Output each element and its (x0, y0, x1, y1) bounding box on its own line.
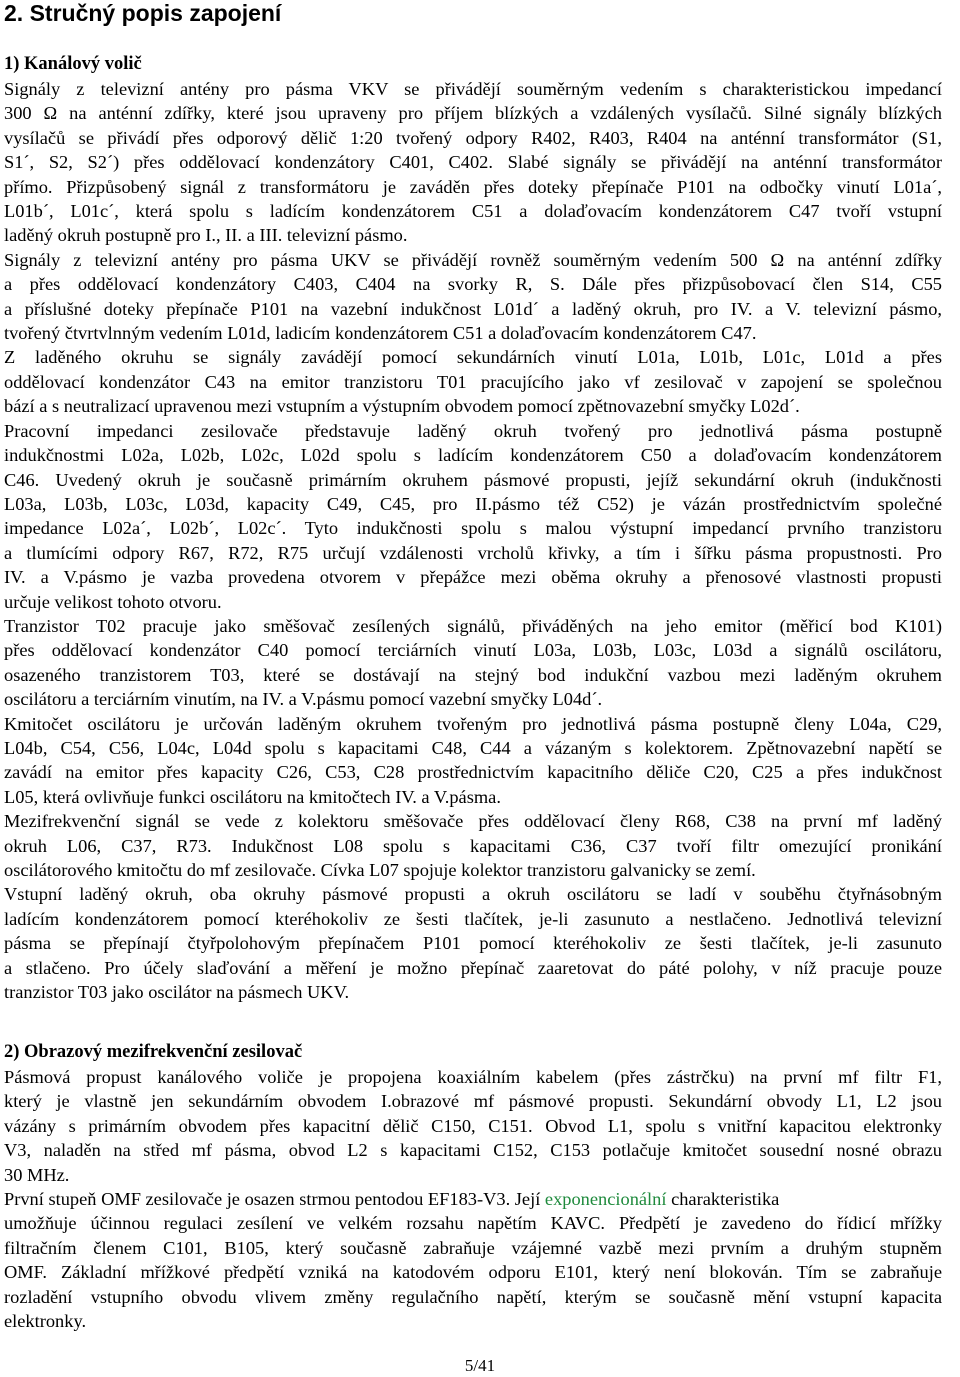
text-line: OMF. Základní mřížkové předpětí vzniká na katodovém odporu E101, který není blokován. Tím se zabraňuje (4, 1262, 942, 1283)
text-line: a stlačeno. Pro účely slaďování a měření je možno přepínač zaaretovat do páté polohy, v níž pracuje pouze (4, 957, 942, 978)
text-line: pásma se přepínají čtyřpolohovým přepínačem P101 pomocí kteréhokoliv ze šesti tlačítek, je-li zasunuto (4, 933, 942, 954)
subsection-heading-1: 1) Kanálový volič (4, 54, 142, 74)
text-line: přes oddělovací kondenzátor C40 pomocí terciárních vinutí L03a, L03b, L03c, L03d a signálů oscilátoru, (4, 640, 942, 661)
text-fragment: První stupeň OMF zesilovače je osazen strmou pentodou EF183-V3. Její (4, 1189, 545, 1210)
text-line: přímo. Přizpůsobený signál z transformátoru je zaváděn přes doteky přepínače P101 na odbočky vinutí L01a´, (4, 176, 942, 197)
text-line: tvořený čtvrtvlnným vedením L01d, ladicím kondenzátorem C51 a dolaďovacím kondenzátorem C47. (4, 323, 757, 344)
text-line: L05, která ovlivňuje funkci oscilátoru na kmitočtech IV. a V.pásma. (4, 786, 501, 807)
text-line: ladícím kondenzátorem pomocí kteréhokoliv ze šesti tlačítek, je-li zasunuto a nestlačeno. Jednotlivá televizní (4, 908, 942, 929)
text-line: umožňuje účinnou regulaci zesílení ve velkém rozsahu napětím KAVC. Předpětí je zavedeno do řídicí mřížky (4, 1213, 942, 1234)
text-line: elektronky. (4, 1311, 87, 1332)
text-line: 30 MHz. (4, 1164, 70, 1185)
section-heading: 2. Stručný popis zapojení (4, 0, 282, 26)
text-line: osazeného tranzistorem T03, které se dostávají na stejný bod indukční vazbou mezi laděným okruhem (4, 664, 942, 685)
text-line: Z laděného okruhu se signály zavádějí pomocí sekundárních vinutí L01a, L01b, L01c, L01d a přes (4, 347, 942, 368)
text-line: rozladění vstupního obvodu vlivem změny regulačního napětí, kterým se současně mění vstupní kapacita (4, 1286, 942, 1307)
text-line: Pásmová propust kanálového voliče je propojena koaxiálním kabelem (přes zástrčku) na první mf filtr F1, (4, 1067, 942, 1087)
text-line (4, 1187, 942, 1211)
text-line: a tlumícími odpory R67, R72, R75 určují vzdálenosti vrcholů křivky, a tím i šířku pásma propustnosti. Pro (4, 542, 942, 563)
text-line: okruh L06, C37, R73. Indukčnost L08 spolu s kapacitami C36, C37 tvoří filtr omezující pronikání (4, 835, 942, 856)
text-line: IV. a V.pásmo je vazba provedena otvorem v přepážce mezi oběma okruhy a přenosové vlastnosti propusti (4, 567, 942, 588)
text-line: bází a s neutralizací upravenou mezi vstupním a výstupním obvodem pomocí zpětnovazební smyčky L02d´. (4, 396, 800, 417)
text-line: vázány s primárním obvodem přes kapacitní dělič C150, C151. Obvod L1, spolu s vnitřní kapacitou elektronky (4, 1115, 942, 1136)
text-line: 300 Ω na anténní zdířky, které jsou upraveny pro příjem blízkých a vzdálených vysílačů. Silné signály blízkých (4, 103, 942, 124)
text-line: oddělovací kondenzátor C43 na emitor tranzistoru T01 pracujícího jako vf zesilovač v zapojení se společnou (4, 371, 942, 392)
page-number: 5/41 (464, 1356, 496, 1375)
text-fragment: charakteristika (666, 1189, 780, 1210)
text-line: indukčnostmi L02a, L02b, L02c, L02d spolu s ladícím kondenzátorem C50 a dolaďovacím kondenzátorem (4, 445, 942, 466)
highlighted-term: exponencionální (544, 1189, 667, 1210)
text-line: vysílačů se přivádí přes odporový dělič 1:20 tvořený odpory R402, R403, R404 na anténní transformátor (S1, (4, 127, 942, 148)
text-line: L04b, C54, C56, L04c, L04d spolu s kapacitami C48, C44 a vázaným s kolektorem. Zpětnovazební napětí se (4, 737, 942, 758)
text-line: Signály z televizní antény pro pásma UKV se přivádějí rovněž souměrným vedením 500 Ω na anténní zdířky (4, 249, 942, 270)
text-line: určuje velikost tohoto otvoru. (4, 591, 222, 612)
text-line: L01b´, L01c´, která spolu s ladícím kondenzátorem C51 a dolaďovacím kondenzátorem C47 tvoří vstupní (4, 201, 942, 222)
text-line: Mezifrekvenční signál se vede z kolektoru směšovače přes oddělovací členy R68, C38 na první mf laděný (4, 811, 942, 832)
text-line: Kmitočet oscilátoru je určován laděným okruhem tvořeným pro jednotlivá pásma postupně členy L04a, C29, (4, 713, 942, 734)
subsection-1-body (4, 77, 942, 1004)
text-line: L03a, L03b, L03c, L03d, kapacity C49, C45, pro II.pásmo též C52) je vázán prostřednictvím společné (4, 493, 942, 514)
text-line: oscilátoru a terciárním vinutím, na IV. a V.pásmu pomocí vazební smyčky L04d´. (4, 689, 603, 710)
text-line: zavádí na emitor přes kapacity C26, C53, C28 prostřednictvím kapacitního děliče C20, C25 a přes indukčnost (4, 762, 942, 783)
text-line: Tranzistor T02 pracuje jako směšovač zesílených signálů, přiváděných na jeho emitor (měřicí bod K101) (4, 615, 942, 636)
text-line: oscilátorového kmitočtu do mf zesilovače. Cívka L07 spojuje kolektor tranzistoru galvanicky se zemí. (4, 860, 756, 880)
text-line: impedance L02a´, L02b´, L02c´. Tyto indukčnosti spolu s malou výstupní impedancí prvního tranzistoru (4, 518, 942, 539)
text-line: Vstupní laděný okruh, oba okruhy pásmové propusti a okruh oscilátoru se ladí v souběhu čtyřnásobným (4, 884, 942, 905)
subsection-2-body (4, 1065, 942, 1333)
text-line: V3, naladěn na střed mf pásma, obvod L2 s kapacitami C152, C153 potlačuje kmitočet sousední nosné obrazu (4, 1140, 942, 1161)
text-line: Pracovní impedanci zesilovače představuje laděný okruh tvořený pro jednotlivá pásma postupně (4, 420, 942, 441)
subsection-heading-2: 2) Obrazový mezifrekvenční zesilovač (4, 1042, 303, 1062)
text-line: filtračním členem C101, B105, který současně zabraňuje vzájemné vazbě mezi prvním a druhým stupněm (4, 1237, 942, 1258)
text-line: Signály z televizní antény pro pásma VKV se přivádějí souměrným vedením s charakteristickou impedancí (4, 79, 942, 99)
text-line: laděný okruh postupně pro I., II. a III. televizní pásmo. (4, 225, 408, 246)
text-line: tranzistor T03 jako oscilátor na pásmech UKV. (4, 982, 350, 1003)
text-line: C46. Uvedený okruh je současně primárním okruhem pásmové propusti, jejíž sekundární okruh (indukčnosti (4, 469, 942, 490)
text-line: a přes oddělovací kondenzátory C403, C404 na svorky R, S. Dále přes přizpůsobovací člen S14, C55 (4, 274, 942, 295)
text-line: který je vlastně jen sekundárním obvodem I.obrazové mf pásmové propusti. Sekundární obvody L1, L2 jsou (4, 1091, 942, 1112)
text-line: a příslušné doteky přepínače P101 na vazební indukčnost L01d´ a laděný okruh, pro IV. a V. televizní pásmo, (4, 298, 942, 319)
text-line: S1´, S2, S2´) přes oddělovací kondenzátory C401, C402. Slabé signály se přivádějí na anténní transformátor (4, 152, 942, 173)
